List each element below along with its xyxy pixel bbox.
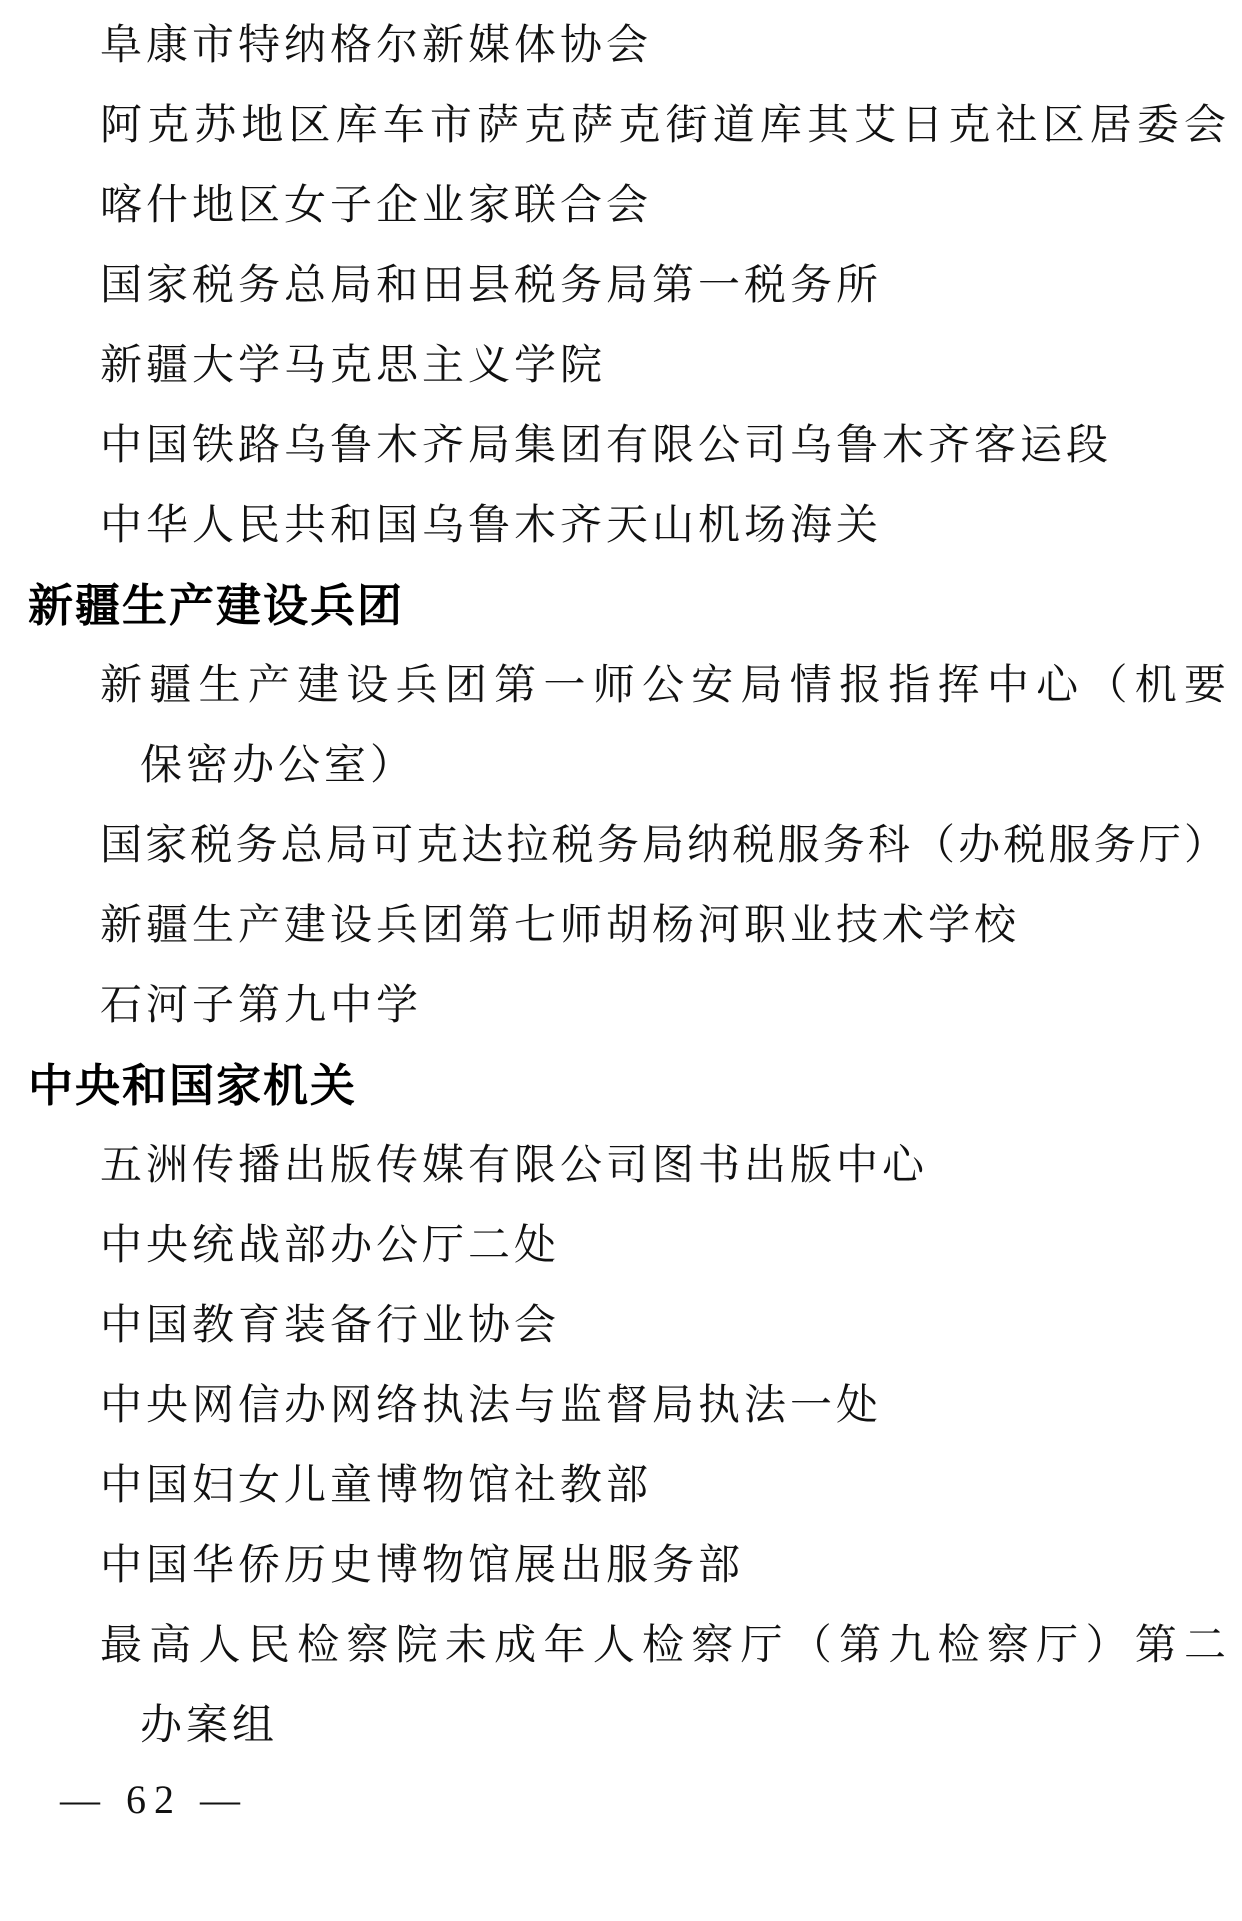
- org-list-item-continuation: 保密办公室）: [140, 743, 417, 789]
- org-list-item: 国家税务总局可克达拉税务局纳税服务科（办税服务厅）: [100, 823, 1226, 869]
- org-list-item: 石河子第九中学: [100, 983, 423, 1029]
- org-list-item: 中国教育装备行业协会: [100, 1303, 561, 1349]
- org-list-item: 阿克苏地区库车市萨克萨克街道库其艾日克社区居委会: [100, 103, 1226, 149]
- org-list-item: 中国妇女儿童博物馆社教部: [100, 1463, 653, 1509]
- org-list-item: 新疆生产建设兵团第一师公安局情报指挥中心（机要: [100, 663, 1226, 709]
- org-list-item: 中国铁路乌鲁木齐局集团有限公司乌鲁木齐客运段: [100, 423, 1113, 469]
- section-heading: 中央和国家机关: [28, 1060, 358, 1111]
- org-list-item: 中央统战部办公厅二处: [100, 1223, 561, 1269]
- page-number: — 62 —: [60, 1777, 248, 1822]
- org-list-item: 喀什地区女子企业家联合会: [100, 183, 653, 229]
- section-heading: 新疆生产建设兵团: [28, 580, 405, 631]
- org-list-item: 五洲传播出版传媒有限公司图书出版中心: [100, 1143, 929, 1189]
- org-list-item: 中华人民共和国乌鲁木齐天山机场海关: [100, 503, 883, 549]
- org-list-item: 国家税务总局和田县税务局第一税务所: [100, 263, 883, 309]
- org-list-item: 新疆大学马克思主义学院: [100, 343, 607, 389]
- org-list-item-continuation: 办案组: [140, 1703, 279, 1749]
- org-list-item: 中央网信办网络执法与监督局执法一处: [100, 1383, 883, 1429]
- org-list-item: 新疆生产建设兵团第七师胡杨河职业技术学校: [100, 903, 1021, 949]
- org-list-item: 最高人民检察院未成年人检察厅（第九检察厅）第二: [100, 1623, 1226, 1669]
- org-list-item: 中国华侨历史博物馆展出服务部: [100, 1543, 745, 1589]
- org-list-item: 阜康市特纳格尔新媒体协会: [100, 23, 653, 69]
